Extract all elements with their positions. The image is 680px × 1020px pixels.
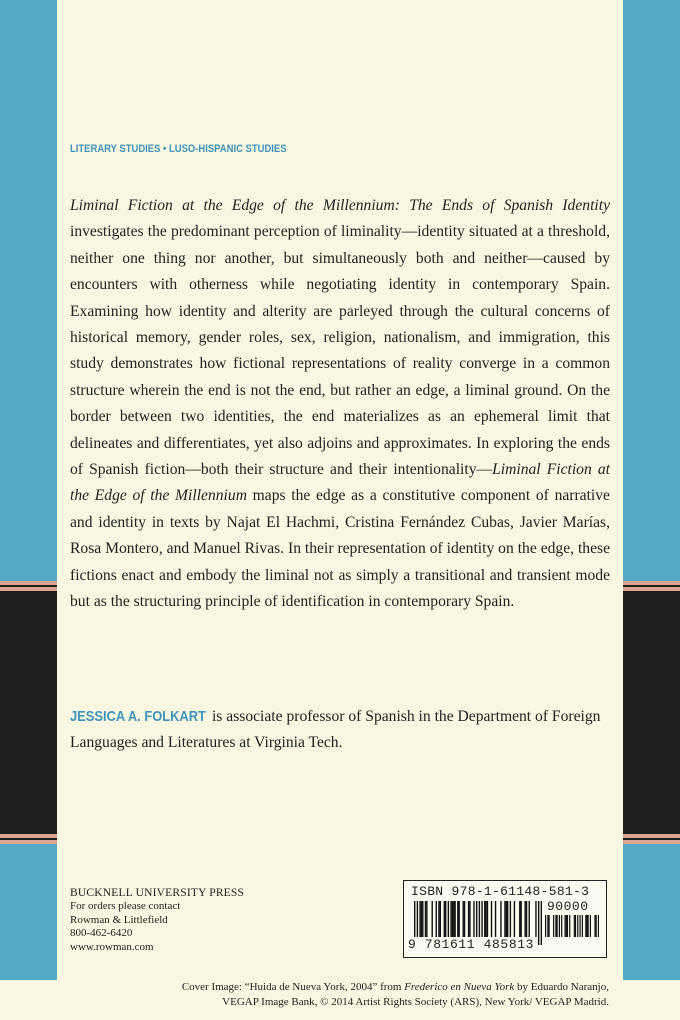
series-label: LITERARY STUDIES • LUSO-HISPANIC STUDIES	[70, 143, 287, 155]
isbn-text: ISBN 978-1-61148-581-3	[411, 884, 590, 899]
credit-prefix: Cover Image: “Huida de Nueva York, 2004” from	[181, 981, 405, 993]
barcode-bar	[458, 901, 459, 937]
barcode-bar	[514, 901, 515, 937]
addon-bar	[569, 915, 570, 937]
addon-bar	[547, 915, 548, 937]
addon-bar	[548, 915, 549, 937]
barcode-bar	[436, 901, 437, 937]
description-text-2: maps the edge as a constitutive component of narrative and identity in texts by Najat El Hachmi, Cristina Fernández Cubas, Javier Marías, Rosa Montero, and Manuel Rivas. In their representation of identity on the edge, these fictions enact and embody the liminal not as simply a transitional and transient mode but as the structuring principle of identification in contemporary Spain.	[70, 487, 610, 611]
addon-barcode-icon	[545, 915, 599, 937]
barcode-bar	[450, 901, 451, 937]
addon-bar	[574, 915, 575, 937]
barcode-bar	[457, 901, 458, 937]
publisher-name: BUCKNELL UNIVERSITY PRESS	[70, 887, 245, 899]
addon-bar	[567, 915, 568, 937]
ean-digits: 9 781611 485813	[408, 937, 535, 952]
barcode-bar	[507, 901, 508, 937]
barcode-bar	[526, 901, 527, 937]
addon-bar	[545, 915, 546, 937]
barcode-bar	[440, 901, 441, 937]
addon-digits: 90000	[547, 899, 589, 914]
barcode-bar	[464, 901, 465, 937]
credit-work-title: Frederico en Nueva York	[404, 981, 515, 993]
barcode-bar	[538, 901, 539, 945]
barcode-bar	[500, 901, 501, 937]
publisher-info	[70, 887, 244, 954]
barcode-bar	[485, 901, 486, 937]
credit-suffix: by Eduardo Naranjo,	[514, 981, 609, 993]
addon-bar	[590, 915, 591, 937]
publisher-website: www.rowman.com	[70, 940, 154, 953]
addon-bar	[596, 915, 597, 937]
addon-bar	[598, 915, 599, 937]
barcode-bar	[419, 901, 420, 937]
barcode-bar	[535, 901, 536, 937]
addon-bar	[559, 915, 560, 937]
barcode-bar	[448, 901, 449, 937]
barcode-bar	[452, 901, 453, 937]
book-title-italic: Liminal Fiction at the Edge of the Millennium: The Ends of Spanish Identity	[70, 197, 610, 214]
barcode-bar	[481, 901, 482, 937]
barcode-bar	[469, 901, 470, 937]
barcode-bar	[426, 901, 427, 937]
addon-bar	[555, 915, 556, 937]
barcode-bar	[491, 901, 492, 937]
barcode-bar	[484, 901, 485, 937]
book-title-italic-2: Liminal Fiction at the Edge of the Millennium	[70, 461, 610, 505]
credit-line-2: VEGAP Image Bank, © 2014 Artist Rights Society (ARS), New York/ VEGAP Madrid.	[222, 995, 609, 1008]
barcode-bar	[444, 901, 445, 937]
publisher-line: Rowman & Littlefield	[70, 913, 168, 926]
addon-bar	[585, 915, 586, 937]
publisher-line: For orders please contact	[70, 900, 181, 913]
barcode-bar	[432, 901, 433, 937]
barcode-bar	[445, 901, 446, 937]
barcode-box	[403, 880, 607, 958]
barcode-bar	[529, 901, 530, 937]
barcode-bar	[454, 901, 455, 937]
barcode-bar	[519, 901, 520, 937]
right-decorative-strip	[623, 0, 680, 980]
author-bio	[70, 704, 610, 757]
barcode-bar	[438, 901, 439, 937]
barcode-bar	[495, 901, 496, 937]
barcode-bar	[504, 901, 505, 937]
addon-bar	[561, 915, 562, 937]
addon-bar	[565, 915, 566, 937]
barcode-bar	[524, 901, 525, 937]
barcode-bar	[487, 901, 488, 937]
book-description	[70, 193, 610, 616]
description-text-1: investigates the predominant perception of liminality—identity situated at a threshold, neither one thing nor another, but simultaneously both and neither—caused by encounters with otherness while negotiating identity in contemporary Spain. Examining how identity and alterity are parleyed through the cultural concerns of historical memory, gender roles, sex, religion, nationalism, and immigration, this study demonstrates how fictional representations of reality converge in a common structure wherein the end is not the end, but rather an edge, a liminal ground. On the border between two identities, the end materializes as an ephemeral limit that delineates and differentiates, yet also adjoins and approximates. In exploring the ends of Spanish fiction—both their structure and their intentionality—	[70, 223, 610, 479]
author-name: JESSICA A. FOLKART	[70, 708, 206, 725]
barcode-bar	[510, 901, 511, 937]
barcode-bar	[421, 901, 422, 937]
barcode-bar	[422, 901, 423, 937]
addon-bar	[577, 915, 578, 937]
barcode-bar	[473, 901, 474, 937]
addon-bar	[556, 915, 557, 937]
barcode-bar	[506, 901, 507, 937]
addon-bar	[579, 915, 580, 937]
addon-bar	[582, 915, 583, 937]
author-bio-text: is associate professor of Spanish in the Department of Foreign Languages and Literatures at Virginia Tech.	[70, 708, 601, 752]
barcode-bar	[541, 901, 542, 945]
addon-bar	[575, 915, 576, 937]
barcode-bar	[425, 901, 426, 937]
barcode-bar	[463, 901, 464, 937]
addon-bar	[594, 915, 595, 937]
left-decorative-strip	[0, 0, 57, 980]
barcode-bar	[468, 901, 469, 937]
barcode-bar	[453, 901, 454, 937]
cover-image-credit	[49, 980, 609, 1010]
barcode-bar	[520, 901, 521, 937]
addon-bar	[566, 915, 567, 937]
addon-bar	[553, 915, 554, 937]
publisher-phone: 800-462-6420	[70, 927, 133, 940]
addon-bar	[588, 915, 589, 937]
addon-bar	[586, 915, 587, 937]
